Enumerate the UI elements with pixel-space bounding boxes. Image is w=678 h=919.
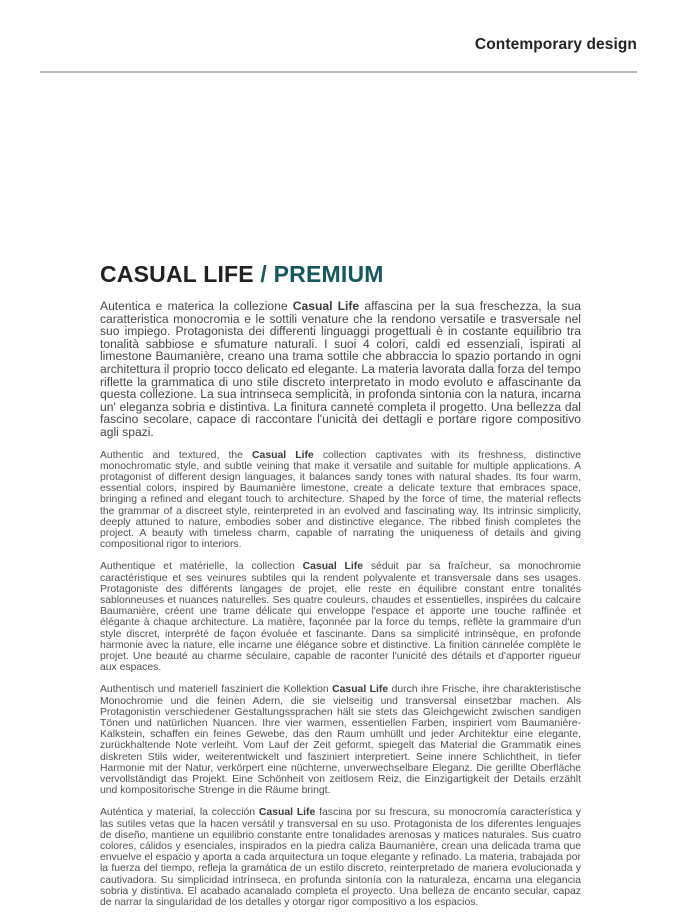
brand-name: Casual Life [292,299,360,313]
paragraph-text: Authentique et matérielle, la collection [100,561,303,573]
page-title [100,261,581,287]
paragraph-french [100,561,581,673]
paragraph-text: Authentisch und materiell fasziniert die Kollektion [100,684,333,696]
brand-name: Casual Life [252,449,314,461]
brand-name: Casual Life [302,561,364,573]
paragraph-spanish [100,807,581,908]
paragraph-text: affascina per la sua freschezza, la sua caratteristica monocromia e le sottili venature che la rendono versatile e trasversale nel suo impiego. Protagonista dei differenti linguaggi progettuali è in costante equilibrio tra tonalità sabbiose e sfumature naturali. I suoi 4 colori, caldi ed essenziali, ispirati al limestone Baumanière, creano una trama sottile che abbraccia lo spazio portando in ogni architettura il proprio tocco delicato ed elegante. La materia lavorata dalla forza del tempo riflette la grammatica di uno stile discreto interpretato in modo evoluto e affascinante da questa collezione. La sua intrinseca semplicità, in profonda sintonia con la natura, incarna un' eleganza sobria e distintiva. La finitura canneté completa il progetto. Una bellezza dal fascino secolare, capace di raccontare l'unicità dei dettagli e portare rigore compositivo agli spazi. [100,299,581,439]
brand-name: Casual Life [258,807,316,819]
paragraph-german [100,684,581,796]
paragraph-text: collection captivates with its freshness, distinctive monochromatic style, and subtle veining that make it versatile and suitable for multiple applications. A protagonist of different design languages, it balances sandy tones with natural shades. Its four warm, essential colors, inspired by Baumanière limestone, create a delicate texture that embraces space, bringing a refined and elegant touch to architecture. Shaped by the force of time, the material reflects the grammar of a discreet style, reinterpreted in an evolved and fascinating way. Its intrinsic simplicity, deeply attuned to nature, embodies sober and distinctive elegance. The ribbed finish completes the project. A beauty with timeless charm, capable of narrating the uniqueness of details and giving compositional rigor to interiors. [100,449,581,551]
paragraph-text: durch ihre Frische, ihre charakteristische Monochromie und die feinen Adern, die sie vielseitig und transversal einsetzbar machen. Als Protagonistin verschiedener Gestaltungssprachen hält sie stets das Gleichgewicht zwischen sandigen Tönen und natürlichen Nuancen. Ihre vier warmen, essentiellen Farben, inspiriert vom Baumanière-Kalkstein, schaffen ein feines Gewebe, das den Raum umhüllt und jeder Architektur eine elegante, zurückhaltende Note verleiht. Vom Lauf der Zeit geformt, spiegelt das Material die Grammatik eines diskreten Stils wider, weiterentwickelt und fasziniert interpretiert. Seine innere Schlichtheit, in tiefer Harmonie mit der Natur, verkörpert eine nüchterne, unverwechselbare Eleganz. Die gerillte Oberfläche vervollständigt das Projekt. Eine Schönheit von zeitlosem Reiz, die Einzigartigkeit der Details erzählt und kompositorische Strenge in die Räume bringt. [100,684,581,797]
paragraph-text: Auténtica y material, la colección [100,807,259,819]
paragraph-text: Authentic and textured, the [100,449,253,461]
paragraph-italian [100,300,581,439]
paragraph-text: fascina por su frescura, su monocromía característica y las sutiles vetas que la hacen versátil y transversal en su uso. Protagonista de los diferentes lenguajes de diseño, mantiene un equilibrio constante entre tonalidades arenosas y matices naturales. Sus cuatro colores, cálidos y esenciales, inspirados en la piedra caliza Baumanière, crean una delicada trama que envuelve el espacio y aporta a cada arquitectura un toque elegante y refinado. La materia, trabajada por la fuerza del tiempo, refleja la gramática de un estilo discreto, reinterpretado de manera evolucionada y cautivadora. Su simplicidad intrínseca, en profunda sintonía con la naturaleza, encarna una elegancia sobria y distintiva. El acabado acanalado completa el proyecto. Una belleza de encanto secular, capaz de narrar la singularidad de los detalles y otorgar rigor compositivo a los espacios. [100,807,581,909]
page-content [100,261,581,919]
title-collection-name: CASUAL LIFE [100,261,254,287]
page-header [40,36,637,54]
title-separator: / [253,261,274,287]
title-line-name: PREMIUM [273,261,384,287]
paragraph-text: Autentica e materica la collezione [100,299,293,313]
header-divider-rule [40,71,637,73]
page-header-label: Contemporary design [474,36,637,53]
paragraph-text: séduit par sa fraîcheur, sa monochromie caractéristique et ses veinures subtiles qui la rendent polyvalente et transversale dans ses usages. Protagoniste des différents langages de projet, elle reste en équilibre constant entre tonalités sablonneuses et nuances naturelles. Ses quatre couleurs, chaudes et essentielles, inspirées du calcaire Baumanière, créent une trame délicate qui enveloppe l'espace et apporte une touche raffinée et élégante à chaque architecture. La matière, façonnée par la force du temps, reflète la grammaire d'un style discret, interprété de façon évoluée et fascinante. Dans sa simplicité intrinsèque, en profonde harmonie avec la nature, elle incarne une élégance sobre et distinctive. La finition cannelée complète le projet. Une beauté au charme séculaire, capable de raconter l'unicité des détails et d'apporter rigueur aux espaces. [100,561,581,674]
brand-name: Casual Life [332,684,389,696]
paragraph-english [100,450,581,551]
